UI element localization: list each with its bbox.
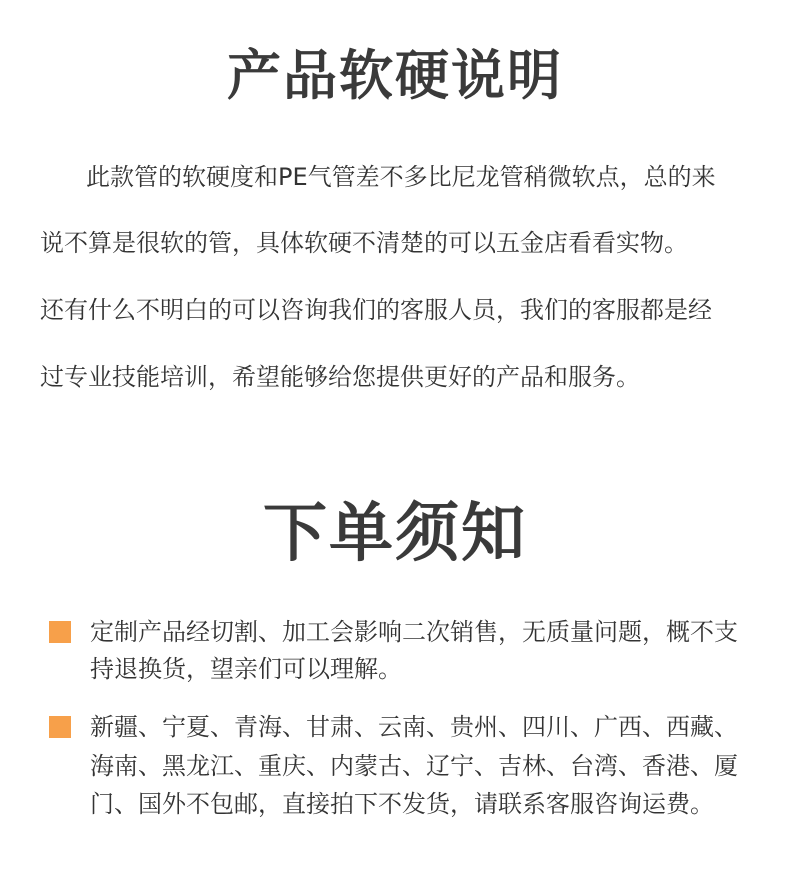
hardness-paragraph-2-line-2: 过专业技能培训，希望能够给您提供更好的产品和服务。 [40, 363, 640, 391]
bullet-square-icon [49, 621, 71, 643]
bullet-square-icon [49, 716, 71, 738]
notice-item-2-line-3: 门、国外不包邮，直接拍下不发货，请联系客服咨询运费。 [90, 790, 714, 818]
section-title-product-hardness: 产品软硬说明 [227, 44, 563, 107]
section-title-order-notice: 下单须知 [263, 497, 527, 571]
notice-item-1-line-1: 定制产品经切割、加工会影响二次销售，无质量问题，概不支 [90, 618, 738, 646]
hardness-paragraph-2-line-1: 还有什么不明白的可以咨询我们的客服人员，我们的客服都是经 [40, 296, 712, 324]
hardness-paragraph-1-line-1: 此款管的软硬度和PE气管差不多比尼龙管稍微软点，总的来 [86, 163, 716, 191]
notice-item-2-line-2: 海南、黑龙江、重庆、内蒙古、辽宁、吉林、台湾、香港、厦 [90, 752, 738, 780]
hardness-paragraph-1-line-2: 说不算是很软的管，具体软硬不清楚的可以五金店看看实物。 [40, 229, 688, 257]
notice-item-2-line-1: 新疆、宁夏、青海、甘肃、云南、贵州、四川、广西、西藏、 [90, 713, 738, 741]
notice-item-1-line-2: 持退换货，望亲们可以理解。 [90, 655, 402, 683]
